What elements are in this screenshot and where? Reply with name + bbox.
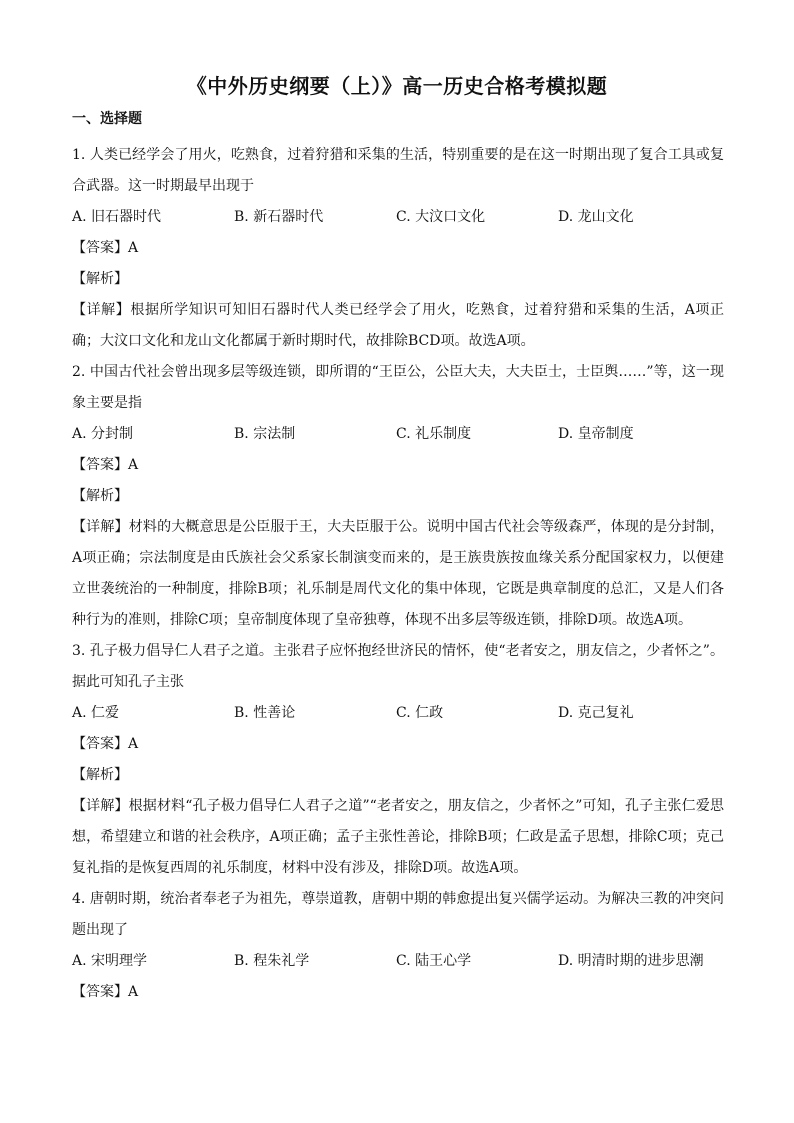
option-c: C. 大汶口文化: [396, 209, 486, 225]
detail-explanation: 【详解】根据材料“孔子极力倡导仁人君子之道”“老者安之，朋友信之，少者怀之”可知，孔子主张仁爱思想，希望建立和谐的社会秩序，A项正确；孟子主张性善论，排除B项；仁政是孟子思想，排除C项；克己复礼指的是恢复西周的礼乐制度，材料中没有涉及，排除D项。故选A项。: [72, 798, 724, 876]
option-b: B. 新石器时代: [234, 209, 324, 225]
section-heading: 一、选择题: [72, 111, 142, 127]
analysis-label: 【解析】: [72, 488, 128, 504]
page-title: 《中外历史纲要（上）》高一历史合格考模拟题: [186, 74, 608, 98]
option-d: D. 明清时期的进步思潮: [558, 953, 704, 969]
question-options: [72, 946, 724, 977]
question-4: [72, 884, 724, 1008]
option-b: B. 程朱礼学: [234, 953, 310, 969]
answer-label: 【答案】A: [72, 240, 139, 256]
option-c: C. 陆王心学: [396, 953, 472, 969]
question-stem: 1. 人类已经学会了用火，吃熟食，过着狩猎和采集的生活，特别重要的是在这一时期出现了复合工具或复合武器。这一时期最早出现于: [72, 147, 724, 194]
option-d: D. 皇帝制度: [558, 426, 634, 442]
analysis-label: 【解析】: [72, 767, 128, 783]
option-b: B. 宗法制: [234, 426, 296, 442]
detail-explanation: 【详解】材料的大概意思是公臣服于王，大夫臣服于公。说明中国古代社会等级森严，体现的是分封制，A项正确；宗法制度是由氏族社会父系家长制演变而来的，是王族贵族按血缘关系分配国家权力，以便建立世袭统治的一种制度，排除B项；礼乐制是周代文化的集中体现，它既是典章制度的总汇，又是人们各种行为的准则，排除C项；皇帝制度体现了皇帝独尊，体现不出多层等级连锁，排除D项。故选A项。: [72, 519, 724, 628]
option-b: B. 性善论: [234, 705, 296, 721]
question-options: [72, 202, 724, 233]
question-options: [72, 419, 724, 450]
question-3: [72, 636, 724, 884]
question-list: [72, 140, 724, 1008]
option-c: C. 仁政: [396, 705, 444, 721]
option-c: C. 礼乐制度: [396, 426, 472, 442]
option-a: A. 分封制: [72, 426, 134, 442]
answer-label: 【答案】A: [72, 984, 139, 1000]
analysis-label: 【解析】: [72, 271, 128, 287]
question-2: [72, 357, 724, 636]
question-options: [72, 698, 724, 729]
option-a: A. 宋明理学: [72, 953, 148, 969]
question-stem: 2. 中国古代社会曾出现多层等级连锁，即所谓的“王臣公，公臣大夫，大夫臣士，士臣舆……”等，这一现象主要是指: [72, 364, 724, 411]
question-1: [72, 140, 724, 357]
option-d: D. 龙山文化: [558, 209, 634, 225]
question-stem: 3. 孔子极力倡导仁人君子之道。主张君子应怀抱经世济民的情怀，使“老者安之，朋友信之，少者怀之”。据此可知孔子主张: [72, 643, 724, 690]
option-a: A. 旧石器时代: [72, 209, 162, 225]
option-a: A. 仁爱: [72, 705, 120, 721]
option-d: D. 克己复礼: [558, 705, 634, 721]
answer-label: 【答案】A: [72, 457, 139, 473]
question-stem: 4. 唐朝时期，统治者奉老子为祖先，尊崇道教，唐朝中期的韩愈提出复兴儒学运动。为解决三教的冲突问题出现了: [72, 891, 724, 938]
answer-label: 【答案】A: [72, 736, 139, 752]
detail-explanation: 【详解】根据所学知识可知旧石器时代人类已经学会了用火，吃熟食，过着狩猎和采集的生活，A项正确；大汶口文化和龙山文化都属于新时期时代，故排除BCD项。故选A项。: [72, 302, 724, 349]
